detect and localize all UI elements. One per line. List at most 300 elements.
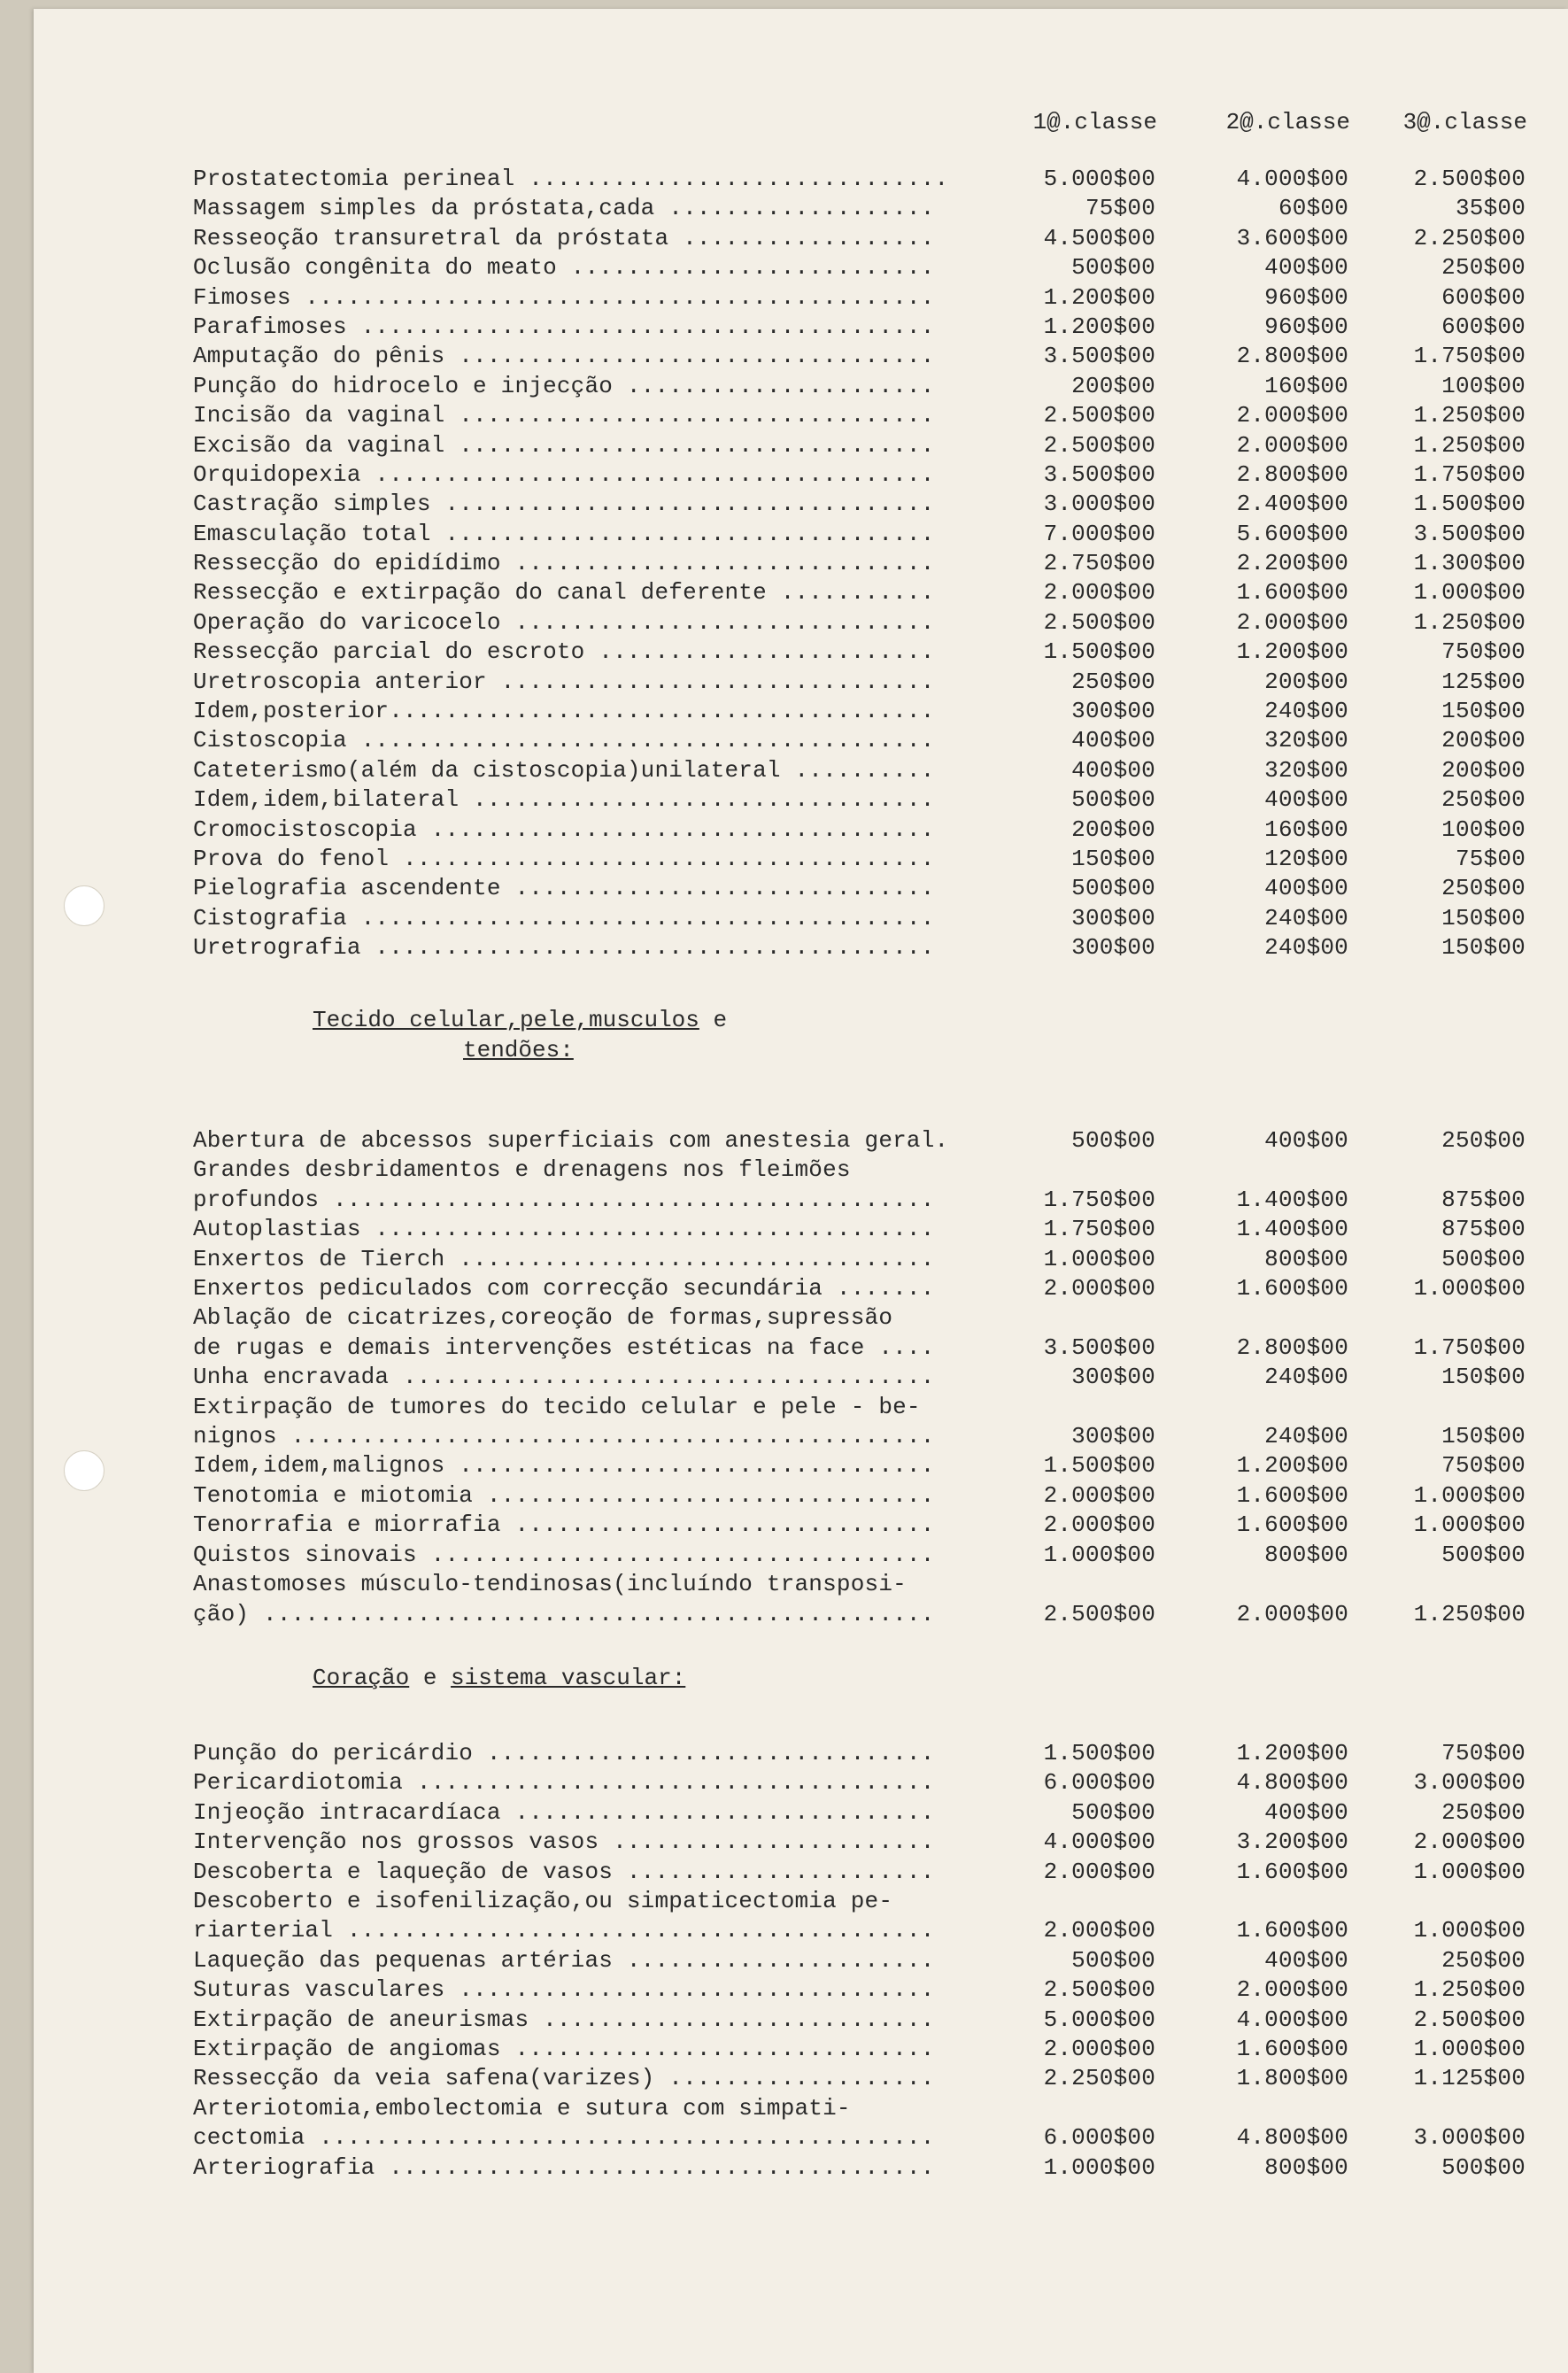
punch-hole-bottom <box>64 1450 104 1491</box>
price-class-3: 1.300$00 <box>1413 550 1526 577</box>
price-class-1: 300$00 <box>1071 1423 1155 1450</box>
price-class-3: 1.000$00 <box>1413 1511 1526 1539</box>
table-row <box>193 1126 1526 1156</box>
price-class-3: 1.000$00 <box>1413 1481 1526 1509</box>
price-class-2: 320$00 <box>1264 727 1348 754</box>
price-class-1: 5.000$00 <box>1043 2006 1155 2033</box>
procedure-label <box>193 2064 994 2093</box>
table-row <box>193 372 1526 401</box>
table-row <box>193 1215 1526 1244</box>
procedure-label-line: Grandes desbridamentos e drenagens nos fleimões <box>193 1156 851 1184</box>
price-class-3: 500$00 <box>1441 1245 1526 1272</box>
price-class-3: 250$00 <box>1441 1127 1526 1154</box>
price-class-2: 1.400$00 <box>1236 1186 1348 1213</box>
price-class-2: 1.600$00 <box>1236 1917 1348 1944</box>
header-class-2: 2@.classe <box>1225 109 1350 135</box>
table-row <box>193 460 1526 490</box>
price-class-3: 200$00 <box>1441 727 1526 754</box>
table-row <box>193 549 1526 578</box>
procedure-label <box>193 1798 994 1828</box>
price-class-1: 500$00 <box>1071 1127 1155 1154</box>
price-class-2: 320$00 <box>1264 756 1348 784</box>
table-row <box>193 726 1526 755</box>
price-class-2: 1.600$00 <box>1236 2036 1348 2063</box>
procedure-label: Ressecção e extirpação do canal deferente ........... <box>193 579 935 607</box>
procedure-label-line: Enxertos pediculados com correcção secundária ....... <box>193 1275 935 1302</box>
table-row <box>193 2006 1526 2035</box>
table-row <box>193 342 1526 371</box>
price-class-2: 2.000$00 <box>1236 431 1348 459</box>
price-class-2: 4.000$00 <box>1236 2006 1348 2033</box>
price-class-1: 300$00 <box>1071 904 1155 931</box>
table-row <box>193 845 1526 874</box>
procedure-label: Incisão da vaginal .................................. <box>193 402 935 429</box>
procedure-label <box>193 2153 994 2183</box>
header-class-1: 1@.classe <box>1032 109 1157 135</box>
procedure-label-line: Extirpação de angiomas .............................. <box>193 2036 935 2063</box>
procedure-label: Excisão da vaginal .................................. <box>193 431 935 459</box>
price-class-3: 875$00 <box>1441 1216 1526 1243</box>
price-class-3: 750$00 <box>1441 638 1526 666</box>
procedure-label <box>193 1541 994 1570</box>
procedure-label-line: Intervenção nos grossos vasos ....................... <box>193 1828 935 1856</box>
price-class-2: 960$00 <box>1264 313 1348 340</box>
procedure-label: Resseoção transuretral da próstata .................. <box>193 224 935 251</box>
price-class-3: 150$00 <box>1441 1423 1526 1450</box>
price-class-3: 125$00 <box>1441 668 1526 695</box>
price-class-1: 4.000$00 <box>1043 1828 1155 1856</box>
procedure-label-line: Extirpação de tumores do tecido celular e pele - be- <box>193 1393 921 1420</box>
price-class-1: 2.000$00 <box>1043 1275 1155 1302</box>
table-row <box>193 253 1526 282</box>
price-class-3: 75$00 <box>1455 845 1526 872</box>
price-class-1: 1.200$00 <box>1043 313 1155 340</box>
procedure-label <box>193 1303 994 1363</box>
table-row <box>193 1274 1526 1303</box>
procedure-label: Cistografia ......................................... <box>193 904 935 931</box>
price-class-1: 2.750$00 <box>1043 550 1155 577</box>
table-row <box>193 1768 1526 1797</box>
procedure-label: Operação do varicocelo .............................. <box>193 608 935 636</box>
price-class-1: 1.750$00 <box>1043 1216 1155 1243</box>
price-class-2: 1.200$00 <box>1236 1452 1348 1480</box>
price-class-1: 4.500$00 <box>1043 224 1155 251</box>
procedure-label: Oclusão congênita do meato .......................... <box>193 254 935 282</box>
price-class-2: 240$00 <box>1264 1423 1348 1450</box>
price-class-3: 1.000$00 <box>1413 579 1526 607</box>
price-class-3: 1.000$00 <box>1413 1275 1526 1302</box>
price-class-2: 2.000$00 <box>1236 608 1348 636</box>
price-class-3: 875$00 <box>1441 1186 1526 1213</box>
price-class-1: 3.500$00 <box>1043 1333 1155 1361</box>
price-class-3: 1.125$00 <box>1413 2065 1526 2092</box>
price-class-3: 3.500$00 <box>1413 520 1526 547</box>
price-class-2: 400$00 <box>1264 1946 1348 1974</box>
price-class-3: 1.250$00 <box>1413 608 1526 636</box>
procedure-label-line: nignos .............................................. <box>193 1423 935 1450</box>
section-title-heart-conj: e <box>422 1665 437 1691</box>
price-class-2: 800$00 <box>1264 1541 1348 1568</box>
procedure-label-line: cectomia ............................................ <box>193 2124 935 2152</box>
procedure-label <box>193 1570 994 1629</box>
price-class-1: 7.000$00 <box>1043 520 1155 547</box>
section-title-tissue <box>313 1005 727 1065</box>
table-row <box>193 1245 1526 1274</box>
price-class-2: 160$00 <box>1264 815 1348 843</box>
price-class-1: 2.000$00 <box>1043 579 1155 607</box>
section-title-tissue-conj: e <box>713 1007 728 1033</box>
procedure-label-line: Punção do pericárdio ................................ <box>193 1740 935 1766</box>
price-class-2: 2.000$00 <box>1236 1600 1348 1627</box>
table-row <box>193 1303 1526 1363</box>
table-row <box>193 933 1526 962</box>
price-class-2: 1.600$00 <box>1236 1275 1348 1302</box>
table-row <box>193 874 1526 903</box>
price-class-1: 500$00 <box>1071 254 1155 282</box>
table-row <box>193 401 1526 430</box>
table-row <box>193 1541 1526 1570</box>
procedure-label: Idem,posterior....................................... <box>193 698 935 725</box>
price-class-2: 1.600$00 <box>1236 1858 1348 1885</box>
procedure-label-line: Ressecção da veia safena(varizes) ................... <box>193 2065 935 2092</box>
price-class-3: 2.000$00 <box>1413 1828 1526 1856</box>
price-class-1: 2.000$00 <box>1043 2036 1155 2063</box>
procedure-label <box>193 1215 994 1244</box>
procedure-label <box>193 1828 994 1857</box>
table-row <box>193 578 1526 607</box>
price-class-1: 1.000$00 <box>1043 1245 1155 1272</box>
procedure-label-line: Anastomoses músculo-tendinosas(incluíndo transposi- <box>193 1571 907 1598</box>
procedure-label: Amputação do pênis .................................. <box>193 343 935 370</box>
price-class-2: 800$00 <box>1264 2153 1348 2181</box>
price-class-1: 2.000$00 <box>1043 1511 1155 1539</box>
table-row <box>193 2064 1526 2093</box>
table-row <box>193 815 1526 845</box>
price-class-3: 1.250$00 <box>1413 1600 1526 1627</box>
procedure-label <box>193 1768 994 1797</box>
price-class-1: 1.750$00 <box>1043 1186 1155 1213</box>
price-class-1: 2.250$00 <box>1043 2065 1155 2092</box>
procedure-label <box>193 1946 994 1975</box>
procedure-label <box>193 1858 994 1887</box>
price-class-1: 2.000$00 <box>1043 1481 1155 1509</box>
procedure-label: Cistoscopia ......................................... <box>193 727 935 754</box>
price-class-3: 150$00 <box>1441 904 1526 931</box>
section-title-heart-tail: sistema vascular: <box>451 1665 686 1691</box>
procedure-label-line: de rugas e demais intervenções estéticas na face .... <box>193 1333 935 1361</box>
table-row <box>193 283 1526 313</box>
procedure-label: Parafimoses ......................................... <box>193 313 935 340</box>
price-class-1: 300$00 <box>1071 1364 1155 1391</box>
price-class-3: 600$00 <box>1441 283 1526 311</box>
procedure-label <box>193 2094 994 2153</box>
price-class-1: 1.500$00 <box>1043 638 1155 666</box>
price-class-3: 150$00 <box>1441 934 1526 962</box>
document-page <box>34 9 1568 2373</box>
price-class-2: 240$00 <box>1264 1364 1348 1391</box>
table-row <box>193 194 1526 223</box>
price-class-1: 2.500$00 <box>1043 431 1155 459</box>
procedure-label <box>193 1126 994 1156</box>
price-class-2: 400$00 <box>1264 875 1348 902</box>
procedure-label-line: riarterial .......................................... <box>193 1917 935 1944</box>
price-class-2: 240$00 <box>1264 904 1348 931</box>
table-row <box>193 490 1526 519</box>
price-class-3: 500$00 <box>1441 2153 1526 2181</box>
table-row <box>193 1511 1526 1540</box>
price-class-3: 3.000$00 <box>1413 1769 1526 1797</box>
table-row <box>193 1363 1526 1392</box>
procedure-label: Pielografia ascendente .............................. <box>193 875 935 902</box>
procedure-label-line: Ablação de cicatrizes,coreoção de formas,supressão <box>193 1304 893 1332</box>
price-class-3: 1.000$00 <box>1413 1917 1526 1944</box>
price-class-3: 500$00 <box>1441 1541 1526 1568</box>
procedure-label <box>193 1481 994 1511</box>
price-class-1: 2.500$00 <box>1043 402 1155 429</box>
procedure-label-line: Enxertos de Tierch .................................. <box>193 1245 935 1272</box>
table-row <box>193 2035 1526 2064</box>
procedure-label: Ressecção parcial do escroto ........................ <box>193 638 935 666</box>
procedure-label-line: Abertura de abcessos superficiais com anestesia geral. <box>193 1127 949 1154</box>
price-class-1: 500$00 <box>1071 1946 1155 1974</box>
class-column-headers <box>996 109 1527 135</box>
section-tissue <box>193 1126 1526 1629</box>
table-row <box>193 1739 1526 1768</box>
price-class-2: 60$00 <box>1278 195 1348 222</box>
table-row <box>193 1946 1526 1975</box>
table-row <box>193 2153 1526 2183</box>
price-class-2: 240$00 <box>1264 934 1348 962</box>
procedure-label-line: Unha encravada ...................................... <box>193 1364 935 1391</box>
price-class-3: 100$00 <box>1441 815 1526 843</box>
price-class-2: 400$00 <box>1264 1798 1348 1826</box>
price-class-1: 3.500$00 <box>1043 460 1155 488</box>
price-class-3: 750$00 <box>1441 1452 1526 1480</box>
price-class-1: 1.200$00 <box>1043 283 1155 311</box>
price-class-1: 2.500$00 <box>1043 1600 1155 1627</box>
table-row <box>193 1887 1526 1946</box>
price-class-1: 1.500$00 <box>1043 1452 1155 1480</box>
section-title-heart <box>313 1663 685 1693</box>
price-class-2: 1.800$00 <box>1236 2065 1348 2092</box>
section-title-tissue-main: Tecido celular,pele,musculos <box>313 1007 699 1033</box>
price-class-3: 1.750$00 <box>1413 1333 1526 1361</box>
price-class-1: 2.500$00 <box>1043 608 1155 636</box>
price-class-3: 250$00 <box>1441 254 1526 282</box>
procedure-label <box>193 1975 994 2005</box>
price-class-1: 500$00 <box>1071 875 1155 902</box>
table-row <box>193 697 1526 726</box>
section-cardiovascular <box>193 1739 1526 2183</box>
section-urology <box>193 165 1526 963</box>
price-class-3: 250$00 <box>1441 786 1526 814</box>
price-class-3: 1.500$00 <box>1413 491 1526 518</box>
procedure-label-line: Extirpação de aneurismas ............................ <box>193 2006 935 2033</box>
price-class-1: 250$00 <box>1071 668 1155 695</box>
price-class-3: 35$00 <box>1455 195 1526 222</box>
table-row <box>193 668 1526 697</box>
procedure-label <box>193 1511 994 1540</box>
procedure-label-line: Injeoção intracardíaca .............................. <box>193 1798 935 1826</box>
price-class-3: 150$00 <box>1441 698 1526 725</box>
price-class-3: 1.000$00 <box>1413 1858 1526 1885</box>
price-class-2: 400$00 <box>1264 786 1348 814</box>
price-class-1: 200$00 <box>1071 815 1155 843</box>
price-class-1: 1.000$00 <box>1043 1541 1155 1568</box>
price-class-3: 750$00 <box>1441 1740 1526 1766</box>
procedure-label <box>193 1739 994 1768</box>
price-class-2: 1.600$00 <box>1236 1511 1348 1539</box>
procedure-label-line: profundos ........................................... <box>193 1186 935 1213</box>
price-class-2: 2.800$00 <box>1236 1333 1348 1361</box>
price-class-1: 400$00 <box>1071 727 1155 754</box>
procedure-label: Idem,idem,bilateral ................................. <box>193 786 935 814</box>
price-class-2: 3.200$00 <box>1236 1828 1348 1856</box>
procedure-label <box>193 1274 994 1303</box>
header-class-3: 3@.classe <box>1402 109 1527 135</box>
price-class-2: 2.000$00 <box>1236 402 1348 429</box>
price-class-1: 500$00 <box>1071 786 1155 814</box>
price-class-2: 1.400$00 <box>1236 1216 1348 1243</box>
procedure-label: Fimoses ............................................. <box>193 283 935 311</box>
table-row <box>193 638 1526 667</box>
table-row <box>193 904 1526 933</box>
price-class-1: 1.000$00 <box>1043 2153 1155 2181</box>
price-class-1: 2.000$00 <box>1043 1917 1155 1944</box>
procedure-label: Emasculação total ................................... <box>193 520 935 547</box>
price-class-3: 1.750$00 <box>1413 343 1526 370</box>
price-class-2: 4.800$00 <box>1236 2124 1348 2152</box>
procedure-label: Prova do fenol ...................................... <box>193 845 935 872</box>
table-row <box>193 1828 1526 1857</box>
price-class-1: 150$00 <box>1071 845 1155 872</box>
procedure-label-line: Laqueção das pequenas artérias ...................... <box>193 1946 935 1974</box>
table-row <box>193 1798 1526 1828</box>
table-row <box>193 1858 1526 1887</box>
table-row <box>193 431 1526 460</box>
table-row <box>193 785 1526 815</box>
price-class-2: 5.600$00 <box>1236 520 1348 547</box>
price-class-2: 2.200$00 <box>1236 550 1348 577</box>
section-title-tissue-tail: tendões: <box>463 1037 574 1063</box>
procedure-label-line: Idem,idem,malignos .................................. <box>193 1452 935 1480</box>
price-class-3: 200$00 <box>1441 756 1526 784</box>
price-class-3: 3.000$00 <box>1413 2124 1526 2152</box>
section-title-heart-main: Coração <box>313 1665 410 1691</box>
procedure-label-line: Pericardiotomia ..................................... <box>193 1769 935 1797</box>
price-class-1: 400$00 <box>1071 756 1155 784</box>
price-class-2: 2.400$00 <box>1236 491 1348 518</box>
procedure-label: Uretroscopia anterior ............................... <box>193 668 935 695</box>
procedure-label-line: Descoberta e laqueção de vasos ...................... <box>193 1858 935 1885</box>
price-class-1: 200$00 <box>1071 372 1155 399</box>
procedure-label <box>193 1245 994 1274</box>
price-class-1: 2.500$00 <box>1043 1976 1155 2004</box>
price-class-3: 100$00 <box>1441 372 1526 399</box>
table-row <box>193 2094 1526 2153</box>
price-class-1: 3.000$00 <box>1043 491 1155 518</box>
price-class-2: 1.600$00 <box>1236 579 1348 607</box>
procedure-label-line: Tenotomia e miotomia ................................ <box>193 1481 935 1509</box>
procedure-label: Prostatectomia perineal .............................. <box>193 166 949 192</box>
price-class-3: 1.750$00 <box>1413 460 1526 488</box>
procedure-label <box>193 1363 994 1392</box>
price-class-3: 1.000$00 <box>1413 2036 1526 2063</box>
price-class-3: 2.500$00 <box>1413 2006 1526 2033</box>
procedure-label <box>193 1156 994 1215</box>
price-class-1: 500$00 <box>1071 1798 1155 1826</box>
procedure-label: Punção do hidrocelo e injecção ...................... <box>193 372 935 399</box>
procedure-label-line: Arteriotomia,embolectomia e sutura com simpati- <box>193 2094 851 2122</box>
table-row <box>193 520 1526 549</box>
price-class-2: 4.800$00 <box>1236 1769 1348 1797</box>
price-class-1: 300$00 <box>1071 934 1155 962</box>
table-row <box>193 1393 1526 1452</box>
price-class-2: 800$00 <box>1264 1245 1348 1272</box>
price-class-3: 1.250$00 <box>1413 1976 1526 2004</box>
procedure-label: Cateterismo(além da cistoscopia)unilateral .......... <box>193 756 935 784</box>
procedure-label-line: ção) ................................................ <box>193 1600 935 1627</box>
price-class-3: 1.250$00 <box>1413 402 1526 429</box>
table-row <box>193 1975 1526 2005</box>
price-class-3: 1.250$00 <box>1413 431 1526 459</box>
price-class-2: 200$00 <box>1264 668 1348 695</box>
table-row <box>193 1156 1526 1215</box>
price-class-3: 2.250$00 <box>1413 224 1526 251</box>
price-class-3: 600$00 <box>1441 313 1526 340</box>
table-row <box>193 224 1526 253</box>
procedure-label-line: Arteriografia ....................................... <box>193 2153 935 2181</box>
procedure-label <box>193 2006 994 2035</box>
procedure-label: Orquidopexia ........................................ <box>193 460 935 488</box>
price-class-2: 240$00 <box>1264 698 1348 725</box>
price-class-2: 1.200$00 <box>1236 638 1348 666</box>
price-class-1: 6.000$00 <box>1043 2124 1155 2152</box>
procedure-label-line: Quistos sinovais .................................... <box>193 1541 935 1568</box>
price-class-2: 120$00 <box>1264 845 1348 872</box>
price-class-1: 3.500$00 <box>1043 343 1155 370</box>
procedure-label: Ressecção do epidídimo .............................. <box>193 550 935 577</box>
procedure-label <box>193 1451 994 1480</box>
table-row <box>193 756 1526 785</box>
price-class-2: 1.200$00 <box>1236 1740 1348 1766</box>
table-row <box>193 608 1526 638</box>
procedure-label-line: Suturas vasculares .................................. <box>193 1976 935 2004</box>
procedure-label <box>193 2035 994 2064</box>
price-class-1: 2.000$00 <box>1043 1858 1155 1885</box>
procedure-label: Uretrografia ........................................ <box>193 934 935 962</box>
price-class-2: 960$00 <box>1264 283 1348 311</box>
price-class-2: 2.000$00 <box>1236 1976 1348 2004</box>
procedure-label <box>193 1887 994 1946</box>
price-class-2: 160$00 <box>1264 372 1348 399</box>
procedure-label-line: Tenorrafia e miorrafia .............................. <box>193 1511 935 1539</box>
procedure-label: Massagem simples da próstata,cada ................... <box>193 195 935 222</box>
procedure-label-line: Descoberto e isofenilização,ou simpaticectomia pe- <box>193 1888 893 1915</box>
price-class-2: 2.800$00 <box>1236 343 1348 370</box>
price-class-3: 150$00 <box>1441 1364 1526 1391</box>
price-class-1: 75$00 <box>1085 195 1155 222</box>
price-class-2: 1.600$00 <box>1236 1481 1348 1509</box>
price-class-2: 2.800$00 <box>1236 460 1348 488</box>
price-class-1: 6.000$00 <box>1043 1769 1155 1797</box>
price-class-3: 2.500$00 <box>1413 166 1526 192</box>
table-row <box>193 1451 1526 1480</box>
table-row <box>193 165 1526 194</box>
price-class-2: 400$00 <box>1264 254 1348 282</box>
price-class-2: 4.000$00 <box>1236 166 1348 192</box>
procedure-label-line: Autoplastias ........................................ <box>193 1216 935 1243</box>
